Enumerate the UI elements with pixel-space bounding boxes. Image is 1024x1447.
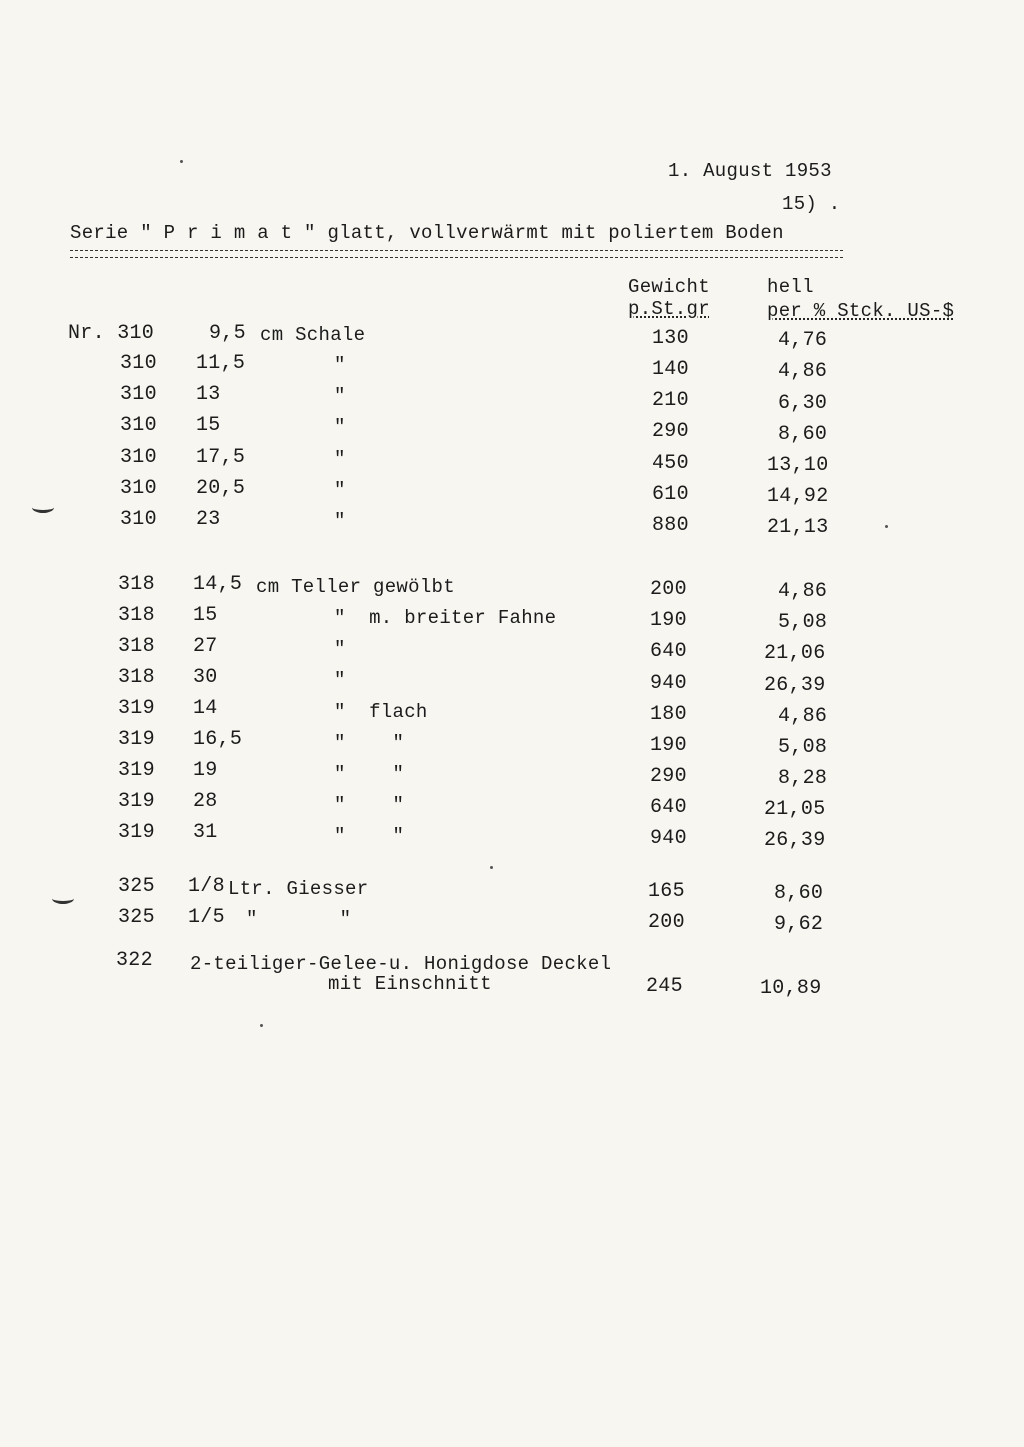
row-weight: 140 (652, 358, 689, 381)
row-size: 30 (193, 666, 218, 689)
row-weight: 290 (650, 765, 687, 788)
row-nr: 310 (120, 383, 157, 406)
row-size: 20,5 (196, 477, 246, 500)
row-price: 26,39 (764, 674, 826, 697)
document-date: 1. August 1953 (668, 160, 832, 182)
row-size: 15 (196, 414, 221, 437)
row-price: 26,39 (764, 829, 826, 852)
row-nr: 319 (118, 697, 155, 720)
title-underline (70, 250, 843, 258)
weight-header-line2: p.St.gr (628, 298, 710, 320)
row-weight: 200 (648, 911, 685, 934)
row-size: 1/5 (188, 906, 225, 929)
row-price: 4,86 (778, 580, 828, 603)
row-size: 1/8 (188, 875, 225, 898)
weight-header-line1: Gewicht (628, 276, 710, 298)
row-weight: 130 (652, 327, 689, 350)
row-weight: 290 (652, 420, 689, 443)
row-nr: 310 (120, 414, 157, 437)
row-weight: 245 (646, 975, 683, 998)
row-price: 9,62 (774, 913, 824, 936)
row-desc: " (334, 448, 346, 470)
row-nr: Nr. 310 (68, 322, 155, 345)
scan-speck (490, 866, 493, 869)
row-desc: " (334, 385, 346, 407)
row-price: 21,13 (767, 516, 829, 539)
row-weight: 880 (652, 514, 689, 537)
row-nr: 318 (118, 604, 155, 627)
row-size: 19 (193, 759, 218, 782)
row-weight: 165 (648, 880, 685, 903)
row-desc: " " (246, 908, 352, 930)
row-size: 15 (193, 604, 218, 627)
row-desc: " " (334, 732, 405, 754)
row-weight: 640 (650, 640, 687, 663)
row-weight: 190 (650, 609, 687, 632)
row-size: 16,5 (193, 728, 243, 751)
row-desc: cm Schale (260, 324, 366, 346)
row-nr: 318 (118, 573, 155, 596)
row-nr: 318 (118, 635, 155, 658)
row-desc: " " (334, 794, 405, 816)
row-desc: " " (334, 825, 405, 847)
row-size: 23 (196, 508, 221, 531)
row-size: 14 (193, 697, 218, 720)
row-price: 4,86 (778, 360, 828, 383)
row-nr: 310 (120, 446, 157, 469)
row-price: 5,08 (778, 611, 828, 634)
row-desc: " (334, 510, 346, 532)
row-weight: 180 (650, 703, 687, 726)
row-desc: " (334, 479, 346, 501)
row-size: 17,5 (196, 446, 246, 469)
series-title: Serie " P r i m a t " glatt, vollverwärmt mit poliertem Boden (70, 222, 784, 244)
row-size: 31 (193, 821, 218, 844)
row-price: 5,08 (778, 736, 828, 759)
scan-speck (260, 1024, 263, 1027)
punch-hole-mark (52, 893, 74, 904)
row-weight: 610 (652, 483, 689, 506)
row-desc: cm Teller gewölbt (256, 576, 455, 598)
scan-speck (180, 160, 183, 163)
page-number: 15) . (782, 193, 841, 215)
row-nr: 318 (118, 666, 155, 689)
row-price: 8,60 (774, 882, 824, 905)
row-desc: " " (334, 763, 405, 785)
row-nr: 325 (118, 875, 155, 898)
row-weight: 940 (650, 827, 687, 850)
row-desc: " (334, 669, 346, 691)
row-desc: " m. breiter Fahne (334, 607, 557, 629)
row-weight: 640 (650, 796, 687, 819)
row-size: 13 (196, 383, 221, 406)
row-desc: " (334, 416, 346, 438)
row-weight: 190 (650, 734, 687, 757)
row-desc: Ltr. Giesser (228, 878, 369, 900)
row-weight: 210 (652, 389, 689, 412)
row-price: 21,06 (764, 642, 826, 665)
row-desc: " flach (334, 701, 428, 723)
row-size: 28 (193, 790, 218, 813)
row-nr: 319 (118, 790, 155, 813)
row-price: 10,89 (760, 977, 822, 1000)
row-nr: 325 (118, 906, 155, 929)
row-price: 4,86 (778, 705, 828, 728)
row-nr: 319 (118, 759, 155, 782)
row-price: 8,28 (778, 767, 828, 790)
row-nr: 310 (120, 477, 157, 500)
row-size: 14,5 (193, 573, 243, 596)
row-price: 13,10 (767, 454, 829, 477)
row-desc: " (334, 638, 346, 660)
row-nr: 322 (116, 949, 153, 972)
price-header-line1: hell (767, 276, 814, 298)
scan-speck (885, 525, 888, 528)
row-nr: 319 (118, 821, 155, 844)
row-size: 27 (193, 635, 218, 658)
row-price: 4,76 (778, 329, 828, 352)
punch-hole-mark (32, 502, 54, 513)
row-price: 6,30 (778, 392, 828, 415)
row-desc: 2-teiliger-Gelee-u. Honigdose Deckel (190, 953, 612, 975)
row-price: 14,92 (767, 485, 829, 508)
price-header-line2: per % Stck. US-$ (767, 300, 955, 322)
row-price: 21,05 (764, 798, 826, 821)
row-nr: 310 (120, 352, 157, 375)
row-desc: " (334, 354, 346, 376)
row-weight: 450 (652, 452, 689, 475)
row-nr: 310 (120, 508, 157, 531)
row-size: 9,5 (209, 322, 246, 345)
row-weight: 200 (650, 578, 687, 601)
row-desc-continued: mit Einschnitt (328, 973, 492, 995)
row-nr: 319 (118, 728, 155, 751)
row-size: 11,5 (196, 352, 246, 375)
row-weight: 940 (650, 672, 687, 695)
row-price: 8,60 (778, 423, 828, 446)
